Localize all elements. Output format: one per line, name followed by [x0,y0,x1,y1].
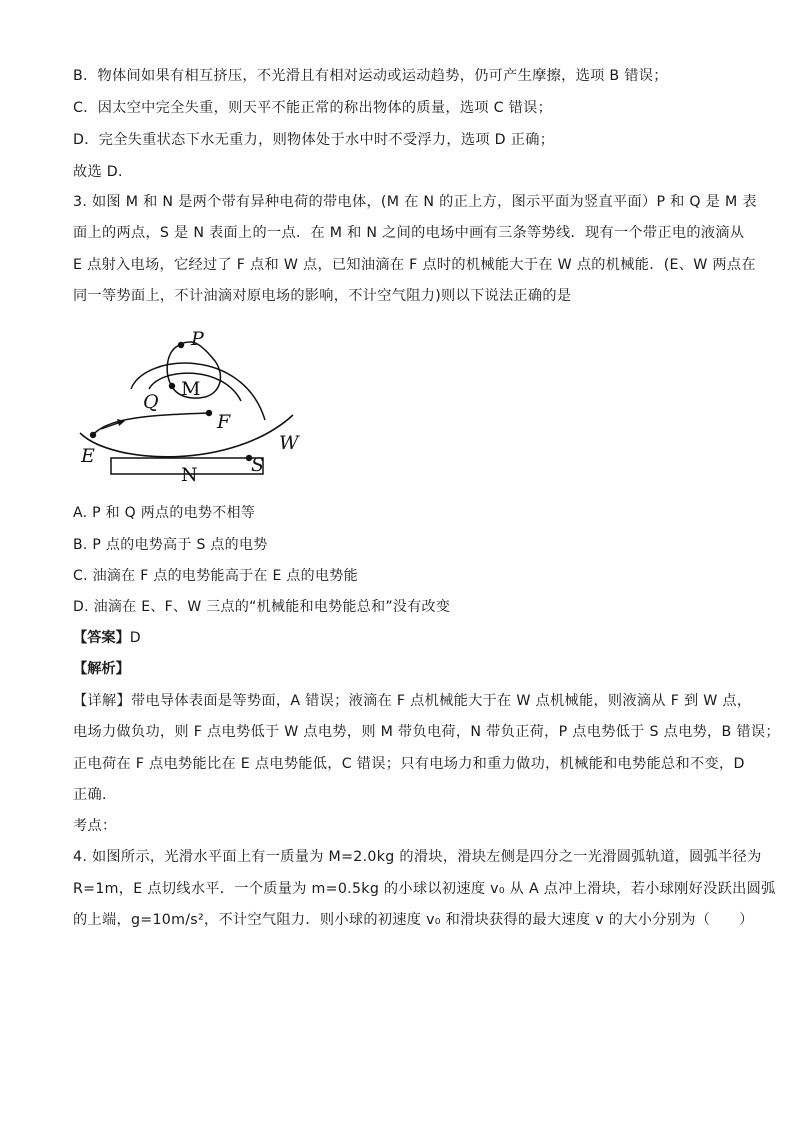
answer-tag: 【答案】 [73,630,130,646]
label-S: S [251,454,265,476]
point-Q-dot [169,383,175,389]
label-Q: Q [143,391,159,413]
prev-conclusion: 故选 D. [73,164,123,180]
q3-detail-line-1: 【详解】带电导体表面是等势面，A 错误；液滴在 F 点机械能大于在 W 点机械能，则液滴从 F 到 W 点， [73,693,752,709]
q3-option-b: B. P 点的电势高于 S 点的电势 [73,537,268,553]
q4-stem-line-2: R=1m，E 点切线水平．一个质量为 m=0.5kg 的小球以初速度 v₀ 从 A 点冲上滑块，若小球刚好没跃出圆弧 [73,881,776,897]
q3-answer [73,628,141,648]
point-E-dot [90,432,96,438]
q3-stem-line-3: E 点射入电场，它经过了 F 点和 W 点，已知油滴在 F 点时的机械能大于在 W 点的机械能．(E、W 两点在 [73,257,756,273]
q3-option-a: A. P 和 Q 两点的电势不相等 [73,505,256,521]
equipotential-line-outer [80,415,293,457]
q3-stem-line-4: 同一等势面上，不计油滴对原电场的影响，不计空气阻力)则以下说法正确的是 [73,288,572,304]
label-N: N [181,464,198,486]
prev-option-d: D．完全失重状态下水无重力，则物体处于水中时不受浮力，选项 D 正确； [73,132,555,148]
q3-stem-line-2: 面上的两点，S 是 N 表面上的一点．在 M 和 N 之间的电场中画有三条等势线．现有一个带正电的液滴从 [73,225,745,241]
point-F-dot [206,410,212,416]
q3-option-d: D. 油滴在 E、F、W 三点的“机械能和电势能总和”没有改变 [73,599,451,615]
prev-option-c: C．因太空中完全失重，则天平不能正常的称出物体的质量，选项 C 错误； [73,100,553,116]
q3-detail-line-4: 正确． [73,787,117,803]
q3-option-c: C. 油滴在 F 点的电势能高于在 E 点的电势能 [73,568,358,584]
answer-value: D [129,630,141,646]
label-F: F [217,411,231,433]
q3-kaodian: 考点： [73,818,117,834]
point-P-dot [178,342,184,348]
prev-option-b: B．物体间如果有相互挤压，不光滑且有相对运动或运动趋势，仍可产生摩擦，选项 B 错误； [73,68,668,84]
q3-stem-line-1: 3. 如图 M 和 N 是两个带有异种电荷的带电体，(M 在 N 的正上方，图示平面为竖直平面）P 和 Q 是 M 表 [73,194,757,210]
q3-detail-line-3: 正电荷在 F 点电势能比在 E 点电势能低，C 错误；只有电场力和重力做功，机械能和电势能总和不变，D [73,756,745,772]
q4-stem-line-1: 4. 如图所示，光滑水平面上有一质量为 M=2.0kg 的滑块，滑块左侧是四分之一光滑圆弧轨道，圆弧半径为 [73,849,762,865]
q4-stem-line-3: 的上端，g=10m/s²，不计空气阻力．则小球的初速度 v₀ 和滑块获得的最大速度 v 的大小分别为（ ） [73,912,754,928]
label-P: P [191,328,204,350]
label-M: M [181,378,201,400]
q3-detail-line-2: 电场力做负功，则 F 点电势低于 W 点电势，则 M 带负电荷，N 带负正荷，P 点电势低于 S 点电势，B 错误； [73,724,780,740]
droplet-trajectory [93,413,209,435]
label-W: W [279,432,299,454]
label-E: E [81,445,95,467]
q3-figure-electric-field [73,325,313,490]
q3-analysis-tag: 【解析】 [73,661,130,677]
